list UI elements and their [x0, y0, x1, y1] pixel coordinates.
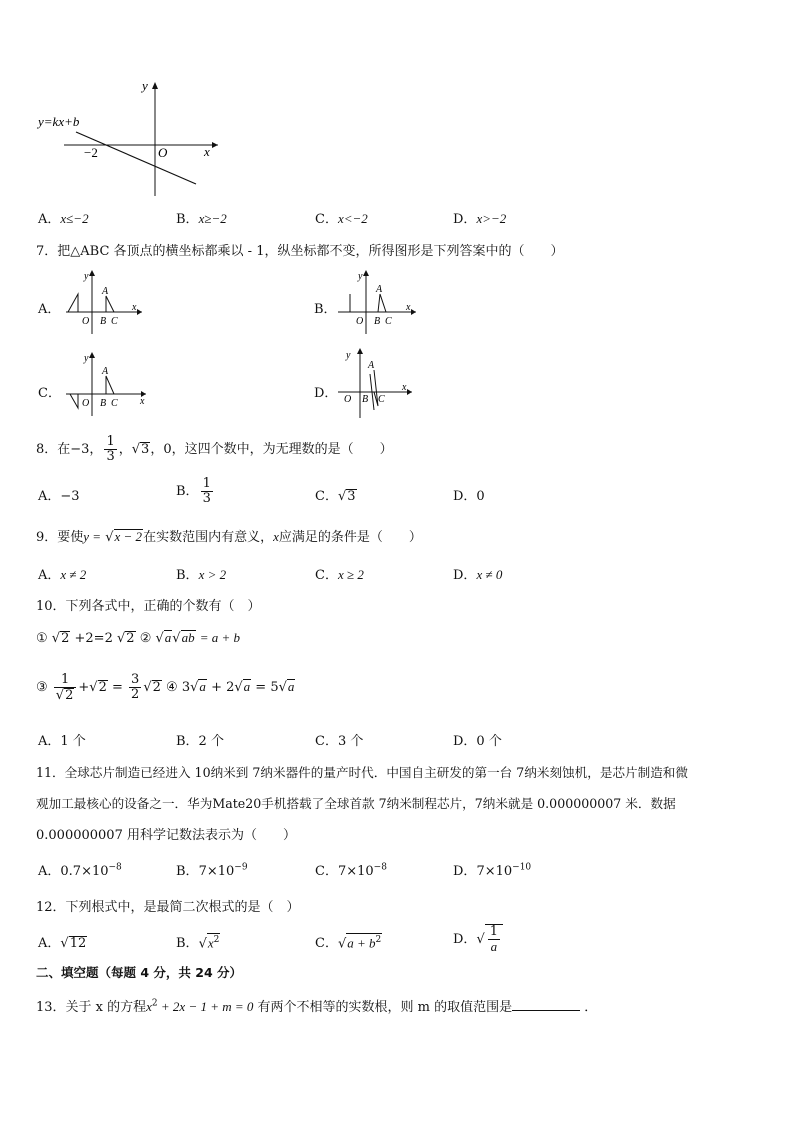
- q7-option-d-letter: D．: [314, 386, 338, 401]
- svg-text:y: y: [84, 271, 89, 282]
- q10-expr-3-4: ③ $\frac{1}{√2}$ +√2 = $\frac{3}{2}$ √2 ④ 3√a + 2√a = 5√a: [36, 671, 295, 703]
- svg-text:C: C: [378, 394, 385, 405]
- svg-text:B: B: [362, 394, 369, 405]
- q10-expr-1-2: ① √2 +2=2 √2 ② √a√ab = a + b: [36, 630, 241, 646]
- q8-option-d: D．0: [453, 489, 485, 504]
- q13-answer-blank[interactable]: [512, 998, 580, 1011]
- q7-option-a-letter: A．: [38, 302, 61, 317]
- q6-option-b: B．x≥−2: [176, 211, 227, 227]
- q8-stem: 8．在−3， $\frac{1}{3}$ ，√3，0，这四个数中，为无理数的是（ ）: [36, 432, 393, 468]
- q8-option-b: B． $\frac{1}{3}$: [176, 476, 211, 506]
- q11-option-c: C．$7\times 10^{-8}$: [315, 862, 387, 879]
- q12-option-a: A．√12: [38, 936, 87, 951]
- q11-line-1: 11．全球芯片制造已经进入 10纳米到 7纳米器件的量产时代．中国自主研发的第一台 7纳米刻蚀机，是芯片制造和微: [36, 765, 688, 780]
- svg-text:O: O: [356, 316, 364, 327]
- q11-option-a: A．$0.7\times 10^{-8}$: [38, 862, 122, 879]
- q9-option-b: B．x > 2: [176, 567, 227, 583]
- q9-stem: 9．要使y = √x − 2在实数范围内有意义，x应满足的条件是（ ）: [36, 529, 422, 545]
- q11-line-2: 观加工最核心的设备之一．华为Mate20手机搭载了全球首款 7纳米制程芯片，7纳米就是 0.000000007 米．数据: [36, 796, 676, 811]
- svg-text:C: C: [111, 316, 118, 327]
- origin-label: O: [158, 145, 168, 160]
- svg-text:C: C: [385, 316, 392, 327]
- q10-option-b: B．2 个: [176, 734, 224, 749]
- svg-text:A: A: [102, 286, 109, 297]
- y-axis-label: y: [142, 78, 148, 93]
- svg-text:B: B: [374, 316, 381, 327]
- svg-text:A: A: [376, 284, 383, 295]
- q10-option-d: D．0 个: [453, 734, 502, 749]
- q6-option-c: C．x<−2: [315, 211, 368, 227]
- svg-text:O: O: [82, 398, 90, 409]
- q6-option-a: A．x≤−2: [38, 211, 89, 227]
- q9-option-a: A．x ≠ 2: [38, 567, 87, 583]
- q11-option-d: D．$7\times 10^{-10}$: [453, 862, 532, 879]
- q7-option-b-letter: B．: [314, 302, 337, 317]
- svg-text:A: A: [368, 360, 375, 371]
- svg-text:x: x: [406, 302, 411, 313]
- q7-stem: 7．把△ABC 各顶点的横坐标都乘以 - 1，纵坐标都不变，所得图形是下列答案中的（ ）: [36, 244, 564, 259]
- q7-option-a-graph: [62, 268, 150, 340]
- q11-line-3: 0.000000007 用科学记数法表示为（ ）: [36, 828, 296, 843]
- x-intercept-label: −2: [84, 145, 98, 160]
- svg-text:O: O: [82, 316, 90, 327]
- svg-text:x: x: [132, 302, 137, 313]
- x-axis-label: x: [204, 144, 210, 159]
- q8-fraction: $\frac{1}{3}$: [106, 434, 115, 464]
- q7-option-c-graph: [62, 350, 154, 424]
- linear-function-graph: [36, 78, 226, 200]
- q8-sqrt: √3: [131, 442, 150, 457]
- svg-text:y: y: [346, 350, 351, 361]
- q7-option-c-letter: C．: [38, 386, 61, 401]
- svg-text:O: O: [344, 394, 352, 405]
- q12-option-d: D．√ $\frac{1}{a}$: [453, 920, 503, 960]
- q7-option-b-graph: [334, 268, 424, 340]
- q10-stem: 10．下列各式中，正确的个数有（ ）: [36, 599, 261, 614]
- svg-text:B: B: [100, 316, 107, 327]
- q12-option-c: C．$√a + b^2$: [315, 934, 382, 951]
- q9-option-c: C．x ≥ 2: [315, 567, 364, 583]
- q7-option-d-graph: [334, 344, 418, 424]
- q6-option-d: D．x>−2: [453, 211, 507, 227]
- svg-text:y: y: [358, 271, 363, 282]
- section-2-title: 二、填空题（每题 4 分，共 24 分）: [36, 965, 243, 980]
- q11-option-b: B．$7\times 10^{-9}$: [176, 862, 248, 879]
- q8-option-c: C．√3: [315, 489, 356, 504]
- q8-option-a: A．−3: [38, 489, 80, 504]
- svg-text:C: C: [111, 398, 118, 409]
- svg-text:x: x: [140, 396, 145, 407]
- svg-text:y: y: [84, 353, 89, 364]
- svg-text:A: A: [102, 366, 109, 377]
- q10-option-a: A．1 个: [38, 734, 86, 749]
- svg-text:x: x: [402, 382, 407, 393]
- svg-text:B: B: [100, 398, 107, 409]
- q12-option-b: B．$√x^2$: [176, 934, 220, 951]
- q10-option-c: C．3 个: [315, 734, 364, 749]
- line-label: y=kx+b: [38, 114, 80, 129]
- q12-stem: 12．下列根式中，是最简二次根式的是（ ）: [36, 900, 300, 915]
- q13-stem: 13．关于 x 的方程$x^2 + 2x - 1 + m = 0$ 有两个不相等的实数根，则 m 的取值范围是 ．: [36, 998, 598, 1015]
- q9-option-d: D．x ≠ 0: [453, 567, 503, 583]
